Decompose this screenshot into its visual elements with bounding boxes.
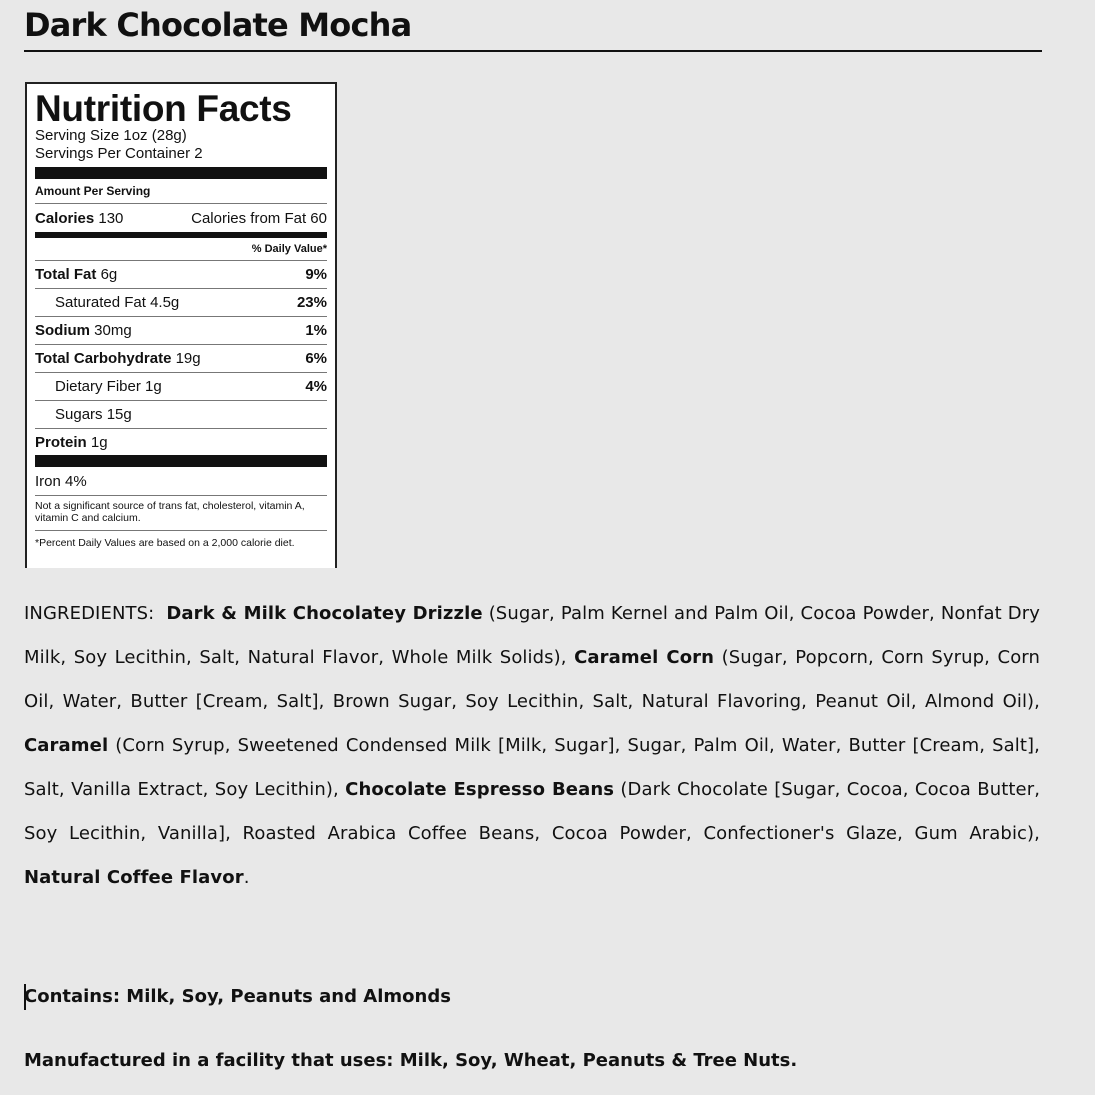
nutrient-label: Protein (35, 433, 87, 451)
nutrient-amount: 6g (100, 266, 118, 283)
ingredients-end: . (243, 867, 250, 888)
footnote-not-significant: Not a significant source of trans fat, cholesterol, vitamin A, vitamin C and calcium. (35, 496, 327, 531)
iron-row (35, 467, 327, 496)
nutrition-facts-heading: Nutrition Facts (35, 88, 292, 129)
ingredient-drizzle-detail: (Sugar, Palm Kernel and Palm Oil, Cocoa Powder, Nonfat Dry Milk, Soy Lecithin, Salt, Natural Flavor, Whole Milk Solids), (24, 603, 1041, 668)
nutrient-amount: 1g (145, 378, 162, 395)
document-title: Dark Chocolate Mocha (24, 6, 412, 44)
nutrient-dv: 9% (305, 266, 327, 283)
nutrient-name (35, 350, 201, 367)
nutrient-dv: 6% (305, 350, 327, 367)
nutrient-name (55, 294, 179, 311)
allergen-facility: Manufactured in a facility that uses: Milk, Soy, Wheat, Peanuts & Tree Nuts. (24, 1050, 798, 1071)
nutrient-amount: 1g (90, 433, 108, 451)
ingredient-espresso-beans-detail: (Dark Chocolate [Sugar, Cocoa, Cocoa Butter, Soy Lecithin, Vanilla], Roasted Arabica Coffee Beans, Cocoa Powder, Confectioner's Glaze, Gum Arabic), (24, 779, 1041, 844)
nutrient-label: Sodium (35, 322, 90, 339)
nutrient-row-total-carbohydrate (35, 345, 327, 373)
ingredient-drizzle: Dark & Milk Chocolatey Drizzle (166, 603, 483, 624)
nutrition-facts-panel (25, 82, 337, 568)
title-underline (24, 50, 1042, 52)
nutrient-amount: 19g (175, 350, 201, 367)
calories-label: Calories (35, 209, 95, 227)
nutrient-name (35, 434, 108, 451)
amount-per-serving: Amount Per Serving (35, 179, 327, 204)
nutrient-label: Sugars (55, 406, 103, 423)
nutrient-row-dietary-fiber (35, 373, 327, 401)
allergen-contains: Contains: Milk, Soy, Peanuts and Almonds (24, 986, 451, 1007)
nutrient-name (35, 266, 117, 283)
nutrient-label: Total Fat (35, 266, 97, 283)
ingredients-prefix: INGREDIENTS: (24, 603, 155, 624)
nutrient-row-protein (35, 429, 327, 455)
ingredient-caramel: Caramel (24, 735, 109, 756)
calories-row (35, 204, 327, 232)
nutrient-name (55, 378, 162, 395)
ingredient-espresso-beans: Chocolate Espresso Beans (345, 779, 615, 800)
nutrient-row-sodium (35, 317, 327, 345)
nutrient-amount: 15g (106, 406, 132, 423)
nutrient-dv: 1% (305, 322, 327, 339)
calories-cell (35, 210, 123, 227)
nutrient-row-total-fat (35, 261, 327, 289)
nutrient-amount: 30mg (94, 322, 132, 339)
nutrient-amount: 4.5g (150, 294, 180, 311)
calories-value: 130 (98, 209, 124, 227)
nutrient-name (35, 322, 132, 339)
calories-from-fat: Calories from Fat 60 (191, 209, 327, 227)
serving-size: Serving Size 1oz (28g) (35, 127, 187, 144)
nutrient-label: Total Carbohydrate (35, 350, 172, 367)
daily-value-header: % Daily Value* (35, 238, 327, 261)
servings-per-container: Servings Per Container 2 (35, 145, 203, 162)
nutrient-dv: 23% (296, 294, 327, 311)
nutrient-label: Saturated Fat (55, 294, 146, 311)
nutrient-name (55, 406, 132, 423)
footnote-daily-values: *Percent Daily Values are based on a 2,000 calorie diet. (35, 537, 295, 549)
ingredient-coffee-flavor: Natural Coffee Flavor (24, 867, 244, 888)
ingredient-caramel-detail: (Corn Syrup, Sweetened Condensed Milk [Milk, Sugar], Sugar, Palm Oil, Water, Butter [Cream, Salt], Salt, Vanilla Extract, Soy Lecithin), (24, 735, 1041, 800)
nutrient-row-saturated-fat (35, 289, 327, 317)
ingredient-caramel-corn-detail: (Sugar, Popcorn, Corn Syrup, Corn Oil, Water, Butter [Cream, Salt], Brown Sugar, Soy Lecithin, Salt, Natural Flavoring, Peanut Oil, Almond Oil), (24, 647, 1040, 712)
ingredients-paragraph (24, 592, 1040, 900)
iron-value: Iron 4% (35, 472, 87, 490)
nutrient-label: Dietary Fiber (55, 378, 141, 395)
nutrient-dv: 4% (305, 378, 327, 395)
thick-divider (35, 455, 327, 467)
thick-divider (35, 167, 327, 179)
nutrient-row-sugars (35, 401, 327, 429)
ingredient-caramel-corn: Caramel Corn (574, 647, 715, 668)
